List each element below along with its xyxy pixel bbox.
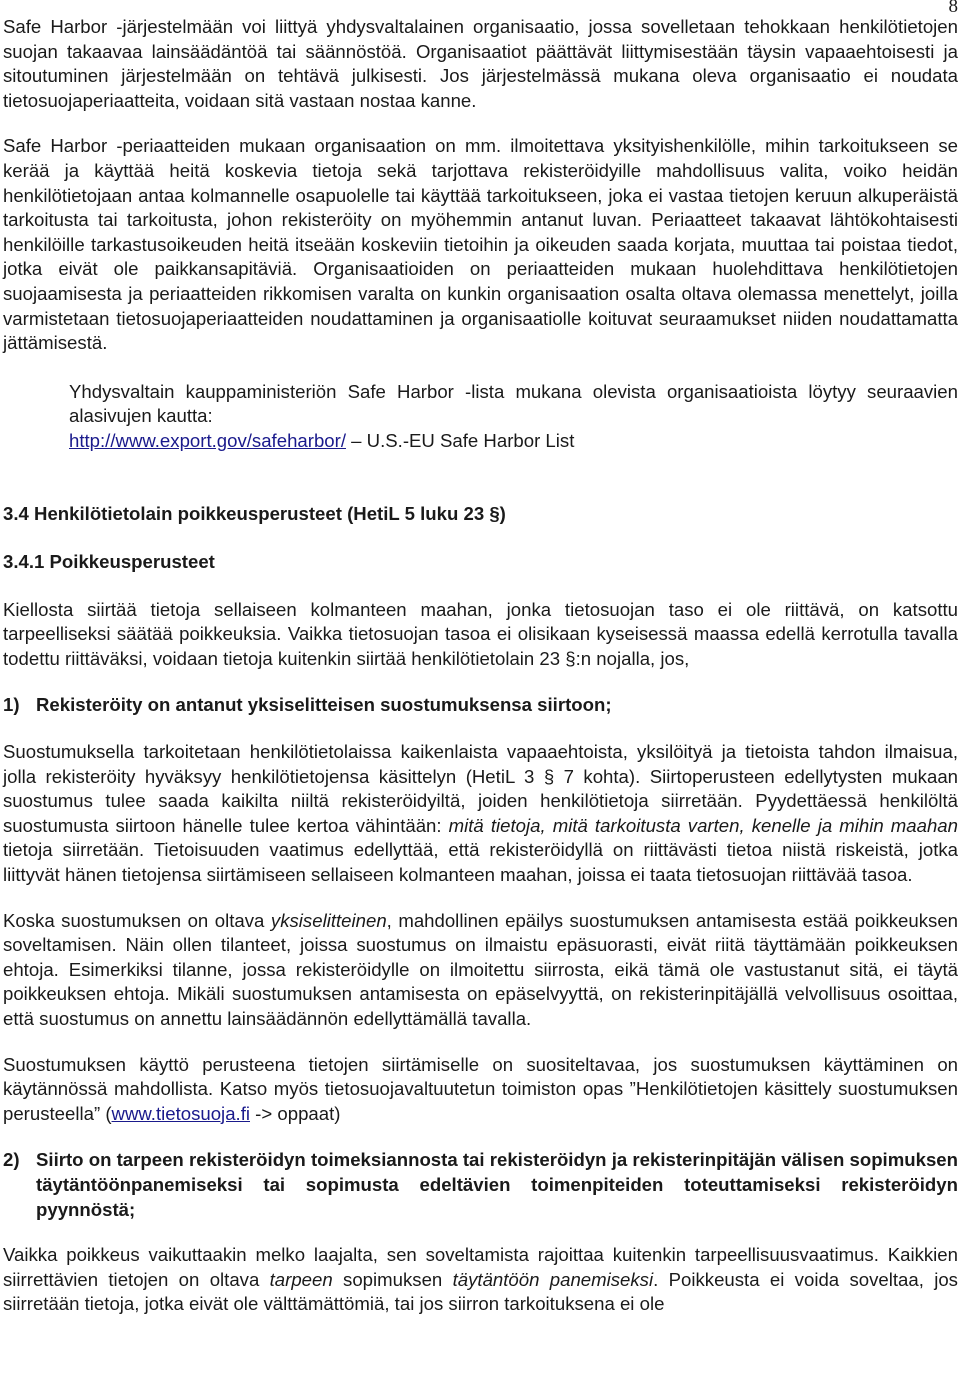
- paragraph-consent-recommendation: Suostumuksen käyttö perusteena tietojen siirtämiselle on suositeltavaa, jos suostumuksen käyttäminen on käytännössä mahdollista. Katso myös tietosuojavaltuutetun toimiston opas ”Henkilötietojen käsittely suostumuksen perusteella” (www.tietosuoja.fi -> oppaat): [3, 1053, 958, 1124]
- paragraph-unambiguous-consent: Koska suostumuksen on oltava yksiselitteinen, mahdollinen epäilys suostumuksen antamisesta estää poikkeuksen soveltamisen. Näin ollen tilanteet, joissa suostumus on ilmaistu epäsuorasti, eivät riitä täyttämään poikkeuksen ehtoja. Esimerkiksi tilanne, jossa rekisteröidylle on ilmoitettu siirrosta, eikä tämä ole vastustanut sitä, ei täytä poikkeuksen ehtoja. Mikäli suostumuksen antamisesta on epäselvyyttä, on rekisterinpitäjällä velvollisuus osoittaa, että suostumus on annettu lainsäädännön edellyttämällä tavalla.: [3, 909, 959, 1029]
- export-gov-link[interactable]: http://www.export.gov/safeharbor/: [69, 429, 346, 451]
- indent-link-line: [69, 429, 958, 454]
- tietosuoja-link[interactable]: www.tietosuoja.fi: [111, 1102, 250, 1124]
- italic-phrase: tarpeen: [269, 1268, 333, 1290]
- safe-harbor-list-reference: [69, 380, 958, 454]
- page-number: 8: [948, 0, 958, 17]
- italic-phrase: yksiselitteinen: [270, 909, 387, 931]
- item-text: Rekisteröity on antanut yksiselitteisen suostumuksensa siirtoon;: [36, 694, 612, 716]
- item-number: 2): [3, 1149, 20, 1171]
- paragraph-necessity-requirement: Vaikka poikkeus vaikuttaakin melko laajalta, sen soveltamista rajoittaa kuitenkin tarpeellisuusvaatimus. Kaikkien siirrettävien tietojen on oltava tarpeen sopimuksen täytäntöön panemiseksi. Poikkeusta ei voida soveltaa, jos siirretään tietoja, jotka eivät ole välttämättömiä, tai jos siirron tarkoituksena ei ole: [3, 1244, 958, 1315]
- italic-phrase: täytäntöön panemiseksi: [452, 1268, 654, 1290]
- exception-item-2: [3, 1148, 958, 1222]
- paragraph-consent-definition: Suostumuksella tarkoitetaan henkilötietolaissa kaikenlaista vapaaehtoista, yksilöityä ja tietoista tahdon ilmaisua, jolla rekisteröity hyväksyy henkilötietojensa käsittelyn (HetiL 3 § 7 kohta). Siirtoperusteen edellytysten mukaan suostumus tulee saada kaikilta niiltä rekisteröidyiltä, joiden henkilötietoja siirretään. Pyydettäessä henkilöltä suostumusta siirtoon hänelle tulee kertoa vähintään: mitä tietoja, mitä tarkoitusta varten, kenelle ja mihin maahan tietoja siirretään. Tietoisuuden vaatimus edellyttää, että rekisteröidyllä on riittävästi tietoa niistä riskeistä, jotka liittyvät hänen tietojensa siirtämiseen sellaiseen kolmanteen maahan, joissa ei taata tietosuojan riittävää tasoa.: [3, 741, 958, 886]
- section-heading-3-4: 3.4 Henkilötietolain poikkeusperusteet (HetiL 5 luku 23 §): [3, 502, 506, 524]
- document-page: [3, 0, 958, 1317]
- exception-item-1: [3, 693, 958, 718]
- item-number: 1): [3, 694, 20, 716]
- link-suffix: – U.S.-EU Safe Harbor List: [345, 429, 575, 451]
- paragraph-safe-harbor-principles: Safe Harbor -periaatteiden mukaan organisaation on mm. ilmoitettava yksityishenkilölle, mihin tarkoitukseen se kerää ja käyttää heitä koskevia tietoja sekä tarjottava rekisteröidyille mahdollisuus valita, voiko heidän henkilötietojaan antaa kolmannelle osapuolelle tai käyttää tarkoitukseen, joka ei vastaa tietojen keruun alkuperäistä tarkoitusta tai tarkoitusta, johon rekisteröity on myöhemmin antanut luvan. Periaatteet takaavat lähtökohtaisesti henkilöille tarkastusoikeuden heitä itseään koskeviin tietoihin ja oikeuden saada korjata, muuttaa tai poistaa tiedot, jotka eivät ole paikkansapitäviä. Organisaatioiden on periaatteiden mukaan huolehdittava henkilötietojen suojaamisesta ja periaatteiden rikkomisen varalta on kunkin organisaation osalta oltava olemassa menettelyt, joilla varmistetaan tietosuojaperiaatteiden noudattaminen ja organisaatiolle koituvat seuraamukset niiden noudattamatta jättämisestä.: [3, 135, 958, 354]
- indent-text: Yhdysvaltain kauppaministeriön Safe Harbor -lista mukana olevista organisaatioista löytyy seuraavien alasivujen kautta:: [69, 380, 958, 427]
- section-heading-3-4-1: 3.4.1 Poikkeusperusteet: [3, 551, 215, 573]
- paragraph-safe-harbor-intro: Safe Harbor -järjestelmään voi liittyä yhdysvaltalainen organisaatio, jossa sovelletaan tehokkaan henkilötietojen suojan takaavaa lainsäädäntöä tai säännöstöä. Organisaatiot päättävät liittymisestään täysin vapaaehtoisesti ja sitoutuminen järjestelmään on tehtävä julkisesti. Jos järjestelmässä mukana oleva organisaatio ei noudata tietosuojaperiaatteita, voidaan sitä vastaan nostaa kanne.: [3, 16, 958, 111]
- italic-phrase: mitä tietoja, mitä tarkoitusta varten, kenelle ja mihin maahan: [448, 814, 958, 836]
- paragraph-exceptions-intro: Kiellosta siirtää tietoja sellaiseen kolmanteen maahan, jonka tietosuojan taso ei ole riittävä, on katsottu tarpeelliseksi säätää poikkeuksia. Vaikka tietosuojan tasoa ei olisikaan kyseisessä maassa edellä kerrotulla tavalla todettu riittäväksi, voidaan tietoja kuitenkin siirtää henkilötietolain 23 §:n nojalla, jos,: [3, 598, 958, 669]
- item-text: Siirto on tarpeen rekisteröidyn toimeksiannosta tai rekisteröidyn ja rekisterinpitäjän välisen sopimuksen täytäntöönpanemiseksi tai sopimusta edeltävien toimenpiteiden toteuttamiseksi rekisteröidyn pyynnöstä;: [36, 1149, 958, 1220]
